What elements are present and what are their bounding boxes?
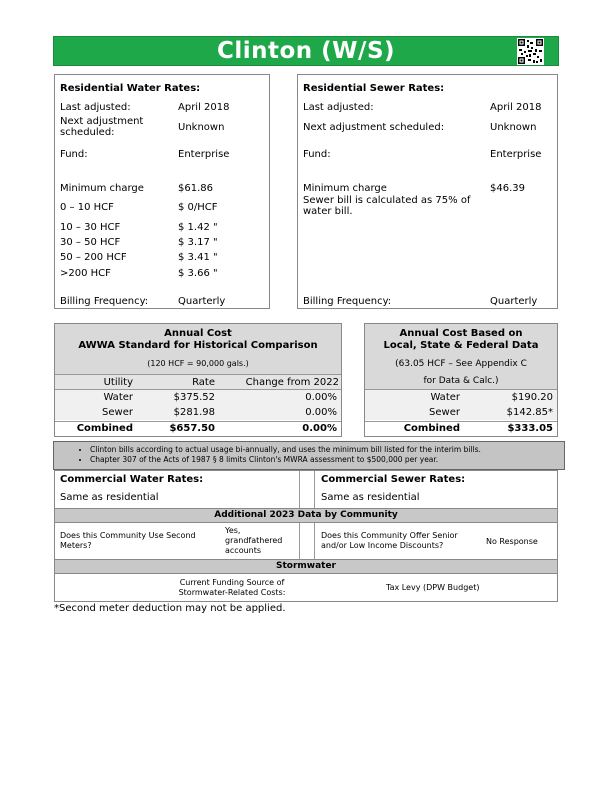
annual-row-change: 0.00% — [305, 392, 337, 403]
local-cost-basis-2: for Data & Calc.) — [423, 376, 499, 386]
stormwater-title: Stormwater — [275, 561, 337, 571]
second-meters-question: Does this Community Use Second Meters? — [60, 531, 196, 550]
col-header-change: Change from 2022 — [245, 377, 339, 388]
sewer-rates-box — [297, 74, 558, 309]
water-billing-value: Quarterly — [178, 296, 226, 307]
water-min-charge-label: Minimum charge — [60, 183, 144, 194]
water-tier-range: >200 HCF — [60, 268, 111, 279]
sewer-fund-label: Fund: — [303, 149, 331, 160]
annual-row-change: 0.00% — [305, 407, 337, 418]
local-row-value: $190.20 — [511, 392, 553, 403]
stormwater-funding-label: Current Funding Source of Stormwater-Related Costs: — [178, 578, 286, 597]
col-header-utility: Utility — [103, 377, 133, 388]
annual-row-utility: Sewer — [102, 407, 133, 418]
water-billing-label: Billing Frequency: — [60, 296, 149, 307]
water-tier-range: 10 – 30 HCF — [60, 222, 121, 233]
page-header — [53, 36, 559, 66]
second-meters-answer: Yes, grandfathered accounts — [225, 526, 283, 555]
water-tier-range: 0 – 10 HCF — [60, 202, 114, 213]
sewer-billing-label: Billing Frequency: — [303, 296, 392, 307]
water-tier-rate: $ 3.66 " — [178, 268, 218, 279]
annual-total-utility: Combined — [76, 423, 133, 434]
annual-row-utility: Water — [103, 392, 133, 403]
water-last-adjusted-label: Last adjusted: — [60, 102, 131, 113]
water-min-charge-value: $61.86 — [178, 183, 213, 194]
annual-row-rate: $281.98 — [173, 407, 215, 418]
water-rates-box — [54, 74, 270, 309]
water-tier-rate: $ 1.42 " — [178, 222, 218, 233]
commercial-water-title: Commercial Water Rates: — [60, 474, 204, 485]
sewer-calculation-note: Sewer bill is calculated as 75% of water bill. — [303, 195, 471, 217]
sewer-next-adjustment-value: Unknown — [490, 122, 537, 133]
discounts-answer: No Response — [486, 537, 538, 546]
local-row-utility: Water — [430, 392, 460, 403]
qr-code-icon — [517, 38, 544, 65]
commercial-sewer-value: Same as residential — [321, 492, 420, 503]
commercial-sewer-title: Commercial Sewer Rates: — [321, 474, 466, 485]
annual-row-rate: $375.52 — [173, 392, 215, 403]
page-title: Clinton (W/S) — [216, 38, 396, 64]
water-tier-range: 30 – 50 HCF — [60, 237, 121, 248]
details-table — [54, 470, 558, 602]
water-next-adjustment-label: Next adjustment scheduled: — [60, 116, 144, 138]
water-tier-rate: $ 3.17 " — [178, 237, 218, 248]
annual-cost-basis: (120 HCF = 90,000 gals.) — [147, 359, 249, 368]
annual-cost-subtitle: AWWA Standard for Historical Comparison — [78, 340, 318, 351]
water-rates-title: Residential Water Rates: — [60, 83, 201, 94]
discounts-question: Does this Community Offer Senior and/or Low Income Discounts? — [321, 531, 458, 550]
stormwater-funding-value: Tax Levy (DPW Budget) — [386, 583, 480, 592]
water-next-adjustment-value: Unknown — [178, 122, 225, 133]
note-item: • Chapter 307 of the Acts of 1987 § 8 limits Clinton's MWRA assessment to $500,000 per year. — [90, 455, 564, 465]
local-total-value: $333.05 — [507, 423, 553, 434]
sewer-billing-value: Quarterly — [490, 296, 538, 307]
sewer-last-adjusted-label: Last adjusted: — [303, 102, 374, 113]
water-tier-rate: $ 0/HCF — [178, 202, 218, 213]
sewer-fund-value: Enterprise — [490, 149, 542, 160]
sewer-last-adjusted-value: April 2018 — [490, 102, 542, 113]
annual-total-rate: $657.50 — [169, 423, 215, 434]
notes-box — [53, 441, 565, 470]
local-cost-basis: (63.05 HCF – See Appendix C — [395, 359, 527, 369]
footnote: *Second meter deduction may not be applied. — [54, 603, 286, 614]
local-cost-table — [364, 323, 558, 437]
local-row-value: $142.85* — [506, 407, 553, 418]
note-item: • Clinton bills according to actual usage bi-annually, and uses the minimum bill listed for the interim bills. — [90, 445, 564, 455]
local-row-utility: Sewer — [429, 407, 460, 418]
local-cost-subtitle: Local, State & Federal Data — [383, 340, 539, 351]
sewer-rates-title: Residential Sewer Rates: — [303, 83, 445, 94]
sewer-min-charge-value: $46.39 — [490, 183, 525, 194]
annual-cost-title: Annual Cost — [164, 328, 232, 339]
sewer-min-charge-label: Minimum charge — [303, 183, 387, 194]
water-fund-label: Fund: — [60, 149, 88, 160]
commercial-water-value: Same as residential — [60, 492, 159, 503]
water-last-adjusted-value: April 2018 — [178, 102, 230, 113]
water-tier-range: 50 – 200 HCF — [60, 252, 127, 263]
sewer-next-adjustment-label: Next adjustment scheduled: — [303, 122, 445, 133]
local-total-utility: Combined — [403, 423, 460, 434]
annual-cost-table — [54, 323, 342, 437]
col-header-rate: Rate — [192, 377, 215, 388]
water-fund-value: Enterprise — [178, 149, 230, 160]
water-tier-rate: $ 3.41 " — [178, 252, 218, 263]
local-cost-title: Annual Cost Based on — [399, 328, 523, 339]
additional-data-title: Additional 2023 Data by Community — [214, 510, 398, 520]
annual-total-change: 0.00% — [302, 423, 337, 434]
